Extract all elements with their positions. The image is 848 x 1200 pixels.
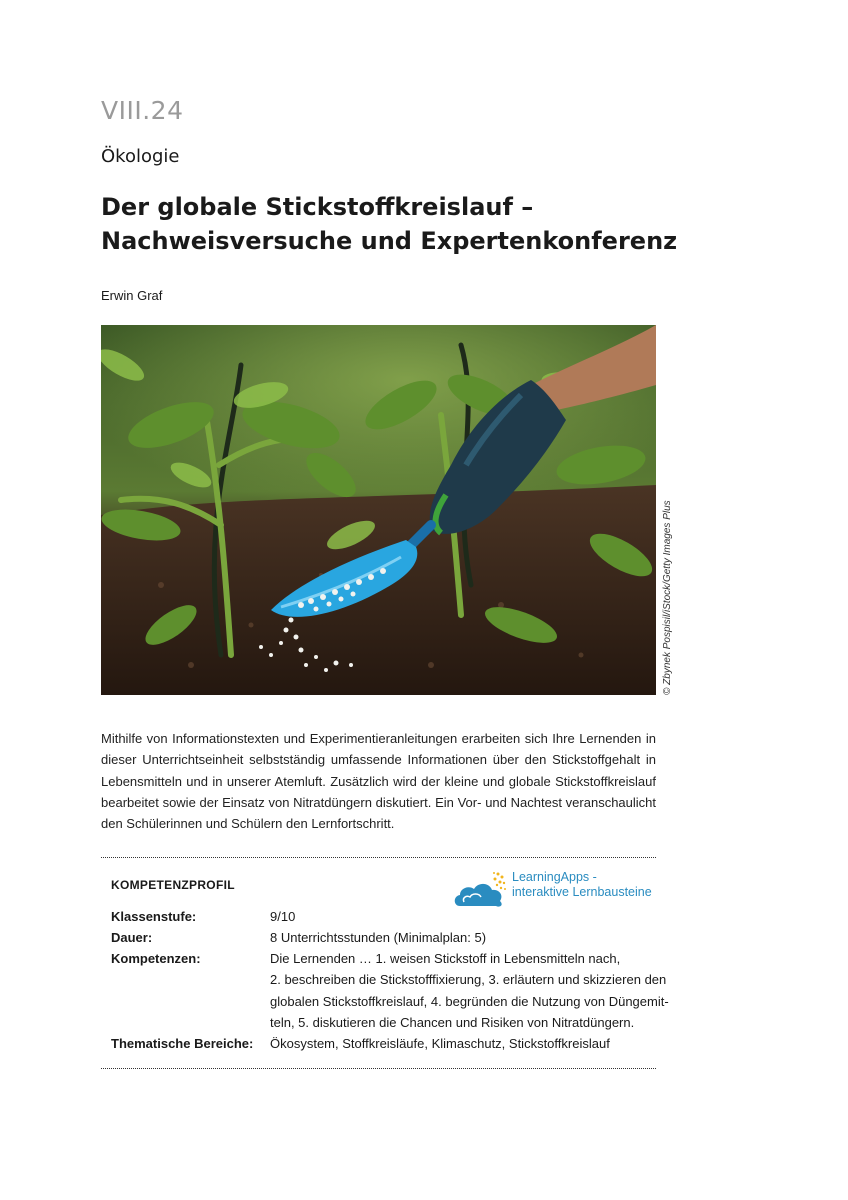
cover-photo <box>101 325 656 695</box>
intro-paragraph: Mithilfe von Informationstexten und Experimentieranleitungen erarbeiten sich Ihre Lernenden in dieser Unterrichtseinheit selbstständig umfassende Informationen über den Stickstoffgehalt in Lebensmitteln und in unserer Atemluft. Zusätzlich wird der kleine und globale Stickstoffkreislauf bearbeitet sowie der Einsatz von Nitratdüngern diskutiert. Ein Vor- und Nachtest veranschaulicht den Schülerinnen und Schülern den Lernfortschritt. <box>101 731 656 832</box>
divider-bottom <box>101 1068 656 1069</box>
kp-value-line: globalen Stickstoffkreislauf, 4. begründen die Nutzung von Düngemit- <box>270 993 669 1009</box>
photo-credit: © Zbynek Pospisil/iStock/Getty Images Plus <box>662 500 673 695</box>
kp-value-line: Die Lernenden … 1. weisen Stickstoff in Lebensmitteln nach, <box>270 951 621 966</box>
learningapps-logo-text <box>512 870 652 900</box>
kp-value-line: 9/10 <box>270 909 296 924</box>
kp-value-line: Ökosystem, Stoffkreisläufe, Klimaschutz, Stickstoffkreislauf <box>270 1036 610 1051</box>
topic-label: Ökologie <box>101 146 180 167</box>
kp-label: Kompetenzen: <box>111 951 201 966</box>
document-title <box>101 190 701 258</box>
kp-value <box>270 948 669 1033</box>
title-line-1: Der globale Stickstoffkreislauf – <box>101 193 534 221</box>
kp-value <box>270 927 660 948</box>
kp-value-line: 2. beschreiben die Stickstofffixierung, 3. erläutern und skizzieren den <box>270 972 667 988</box>
author-name: Erwin Graf <box>101 288 163 303</box>
kompetenzprofil-heading: KOMPETENZPROFIL <box>111 878 235 892</box>
kp-value <box>270 906 660 927</box>
kp-value <box>270 1033 660 1054</box>
title-line-2: Nachweisversuche und Expertenkonferenz <box>101 227 678 255</box>
learningapps-logo-line-1: LearningApps - <box>512 870 597 884</box>
divider-top <box>101 857 656 858</box>
learningapps-logo-line-2: interaktive Lernbausteine <box>512 885 652 899</box>
kp-label: Klassenstufe: <box>111 909 197 924</box>
kp-label: Thematische Bereiche: <box>111 1036 254 1051</box>
kp-value-line: teln, 5. diskutieren die Chancen und Risiken von Nitratdüngern. <box>270 1014 635 1030</box>
kp-label: Dauer: <box>111 930 153 945</box>
page-number: VIII.24 <box>101 96 184 125</box>
kp-value-line: 8 Unterrichtsstunden (Minimalplan: 5) <box>270 930 487 945</box>
